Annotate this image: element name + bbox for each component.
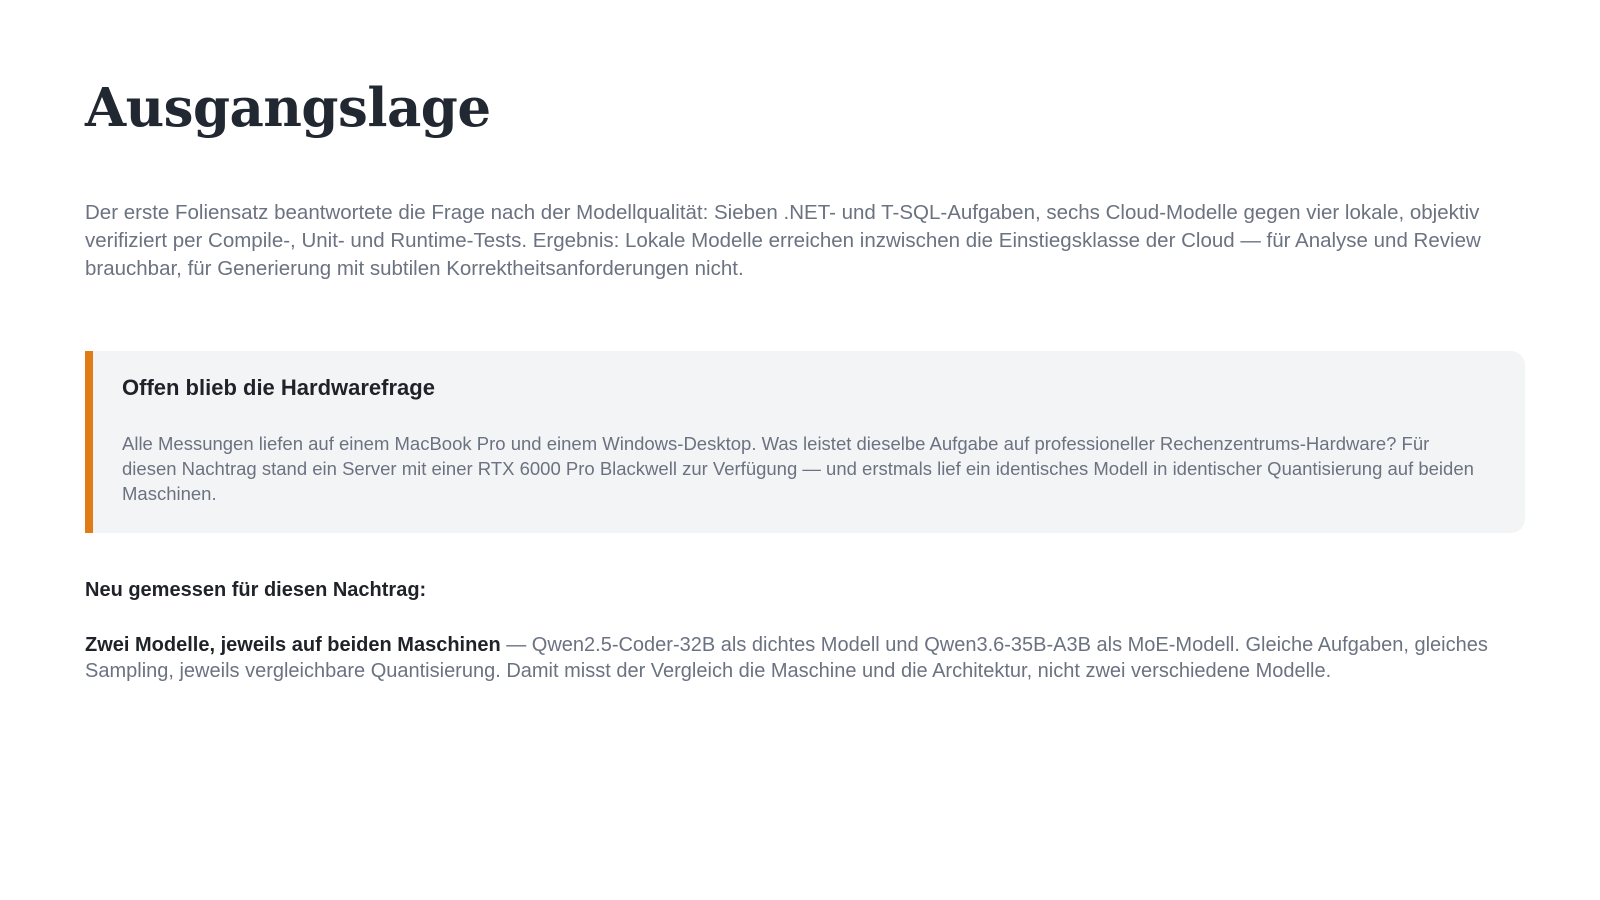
callout-title: Offen blieb die Hardwarefrage	[122, 375, 435, 400]
callout-body: Alle Messungen liefen auf einem MacBook Pro und einem Windows-Desktop. Was leistet dieselbe Aufgabe auf professioneller Rechenzentrums-Hardware? Für diesen Nachtrag stand ein Server mit einer RTX 6000 Pro Blackwell zur Verfügung — und erstmals lief ein identisches Modell in identischer Quantisierung auf beiden Maschinen.	[122, 433, 1474, 504]
slide-title: Ausgangslage	[85, 77, 491, 139]
measurement-point-text: — Qwen2.5-Coder-32B als dichtes Modell und Qwen3.6-35B-A3B als MoE-Modell. Gleiche Aufgaben, gleiches Sampling, jeweils vergleichbare Quantisierung. Damit misst der Vergleich die Maschine und die Architektur, nicht zwei verschiedene Modelle.	[85, 634, 1488, 682]
intro-paragraph: Der erste Foliensatz beantwortete die Frage nach der Modellqualität: Sieben .NET- und T-SQL-Aufgaben, sechs Cloud-Modelle gegen vier lokale, objektiv verifiziert per Compile-, Unit- und Runtime-Tests. Ergebnis: Lokale Modelle erreichen inzwischen die Einstiegsklasse der Cloud — für Analyse und Review brauchbar, für Generierung mit subtilen Korrektheitsanforderungen nicht.	[85, 201, 1481, 280]
section-subhead: Neu gemessen für diesen Nachtrag:	[85, 579, 427, 601]
measurement-point-lead: Zwei Modelle, jeweils auf beiden Maschinen	[85, 634, 501, 656]
measurement-point	[85, 632, 1515, 684]
callout-box	[85, 351, 1525, 533]
